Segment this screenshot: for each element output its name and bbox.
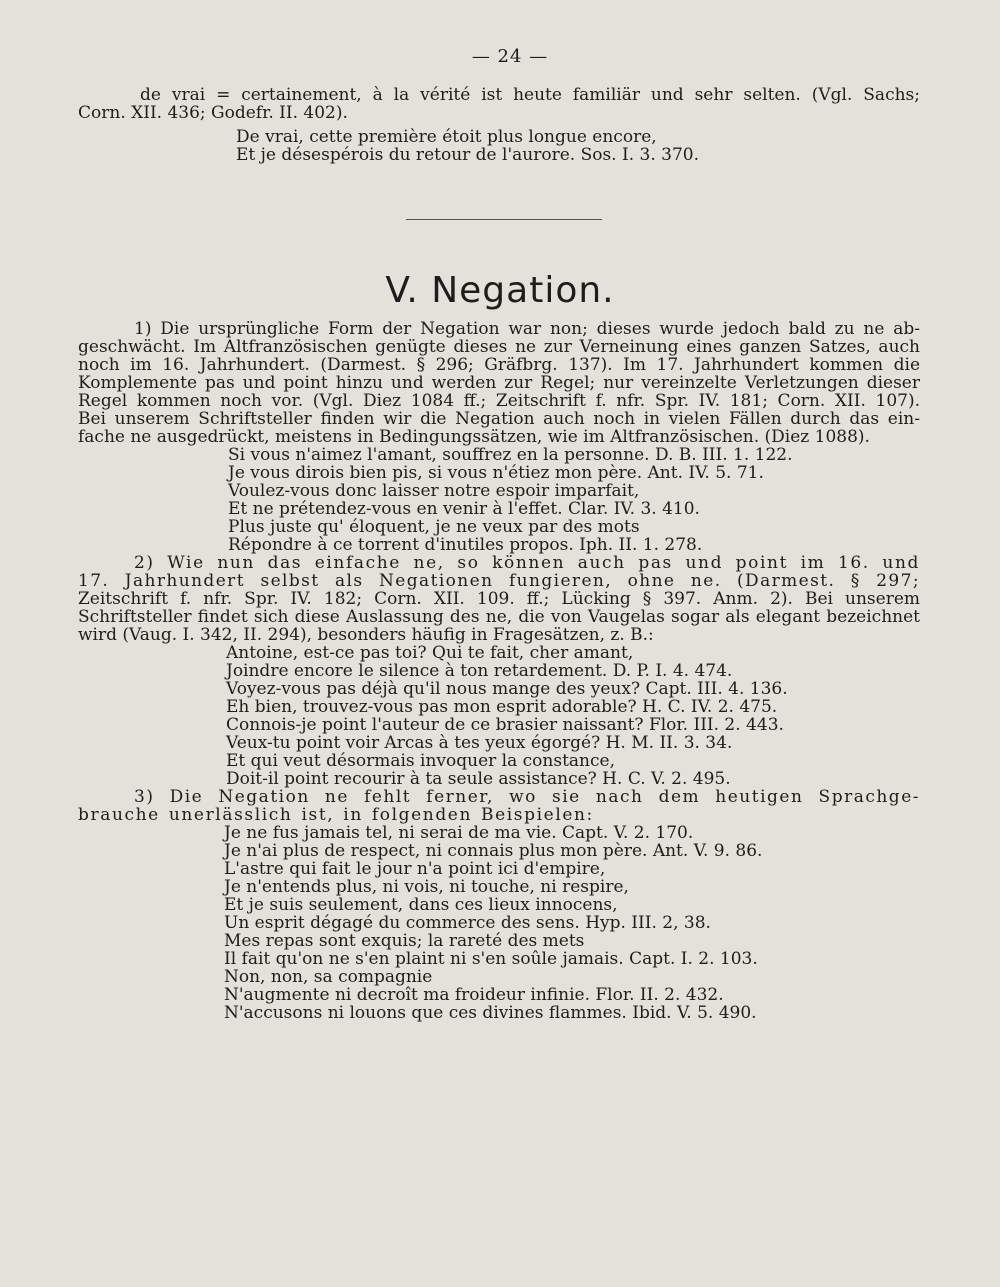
verse-line: L'astre qui fait le jour n'a point ici d'empire, (224, 859, 606, 879)
verse-line: N'augmente ni decroît ma froideur infinie. Flor. II. 2. 432. (224, 985, 724, 1005)
verse-line: Veux-tu point voir Arcas à tes yeux égorgé? H. M. II. 3. 34. (226, 733, 733, 753)
verse-line: Je n'entends plus, ni vois, ni touche, ni respire, (224, 877, 629, 897)
verse-line: Joindre encore le silence à ton retardement. D. P. I. 4. 474. (226, 661, 733, 681)
verse-line: Mes repas sont exquis; la rareté des mets (224, 931, 585, 951)
verse-line: Si vous n'aimez l'amant, souffrez en la personne. D. B. III. 1. 122. (228, 445, 793, 465)
text-line: de vrai = certainement, à la vérité ist heute familiär und sehr selten. (Vgl. Sachs; (140, 85, 920, 105)
text-line: Zeitschrift f. nfr. Spr. IV. 182; Corn. XII. 109. ff.; Lücking § 397. Anm. 2). Bei unserem (78, 589, 920, 609)
text-line: 3) Die Negation ne fehlt ferner, wo sie nach dem heutigen Sprachge- (134, 787, 920, 807)
text-line: 2) Wie nun das einfache ne, so können auch pas und point im 16. und (134, 553, 920, 573)
text-line: Corn. XII. 436; Godefr. II. 402). (78, 103, 348, 123)
text-line: 1) Die ursprüngliche Form der Negation war non; dieses wurde jedoch bald zu ne ab- (134, 319, 920, 339)
verse-line: Antoine, est-ce pas toi? Qui te fait, cher amant, (226, 643, 634, 663)
verse-line: Il fait qu'on ne s'en plaint ni s'en soûle jamais. Capt. I. 2. 103. (224, 949, 758, 969)
text-line: 17. Jahrhundert selbst als Negationen fungieren, ohne ne. (Darmest. § 297; (78, 571, 920, 591)
verse-line: Non, non, sa compagnie (224, 967, 433, 987)
text-line: fache ne ausgedrückt, meistens in Bedingungssätzen, wie im Altfranzösischen. (Diez 1088). (78, 427, 870, 447)
verse-line: Et qui veut désormais invoquer la constance, (226, 751, 615, 771)
verse-line: Je ne fus jamais tel, ni serai de ma vie. Capt. V. 2. 170. (224, 823, 694, 843)
text-line: brauche unerlässlich ist, in folgenden Beispielen: (78, 805, 594, 825)
text-line: Schriftsteller findet sich diese Auslassung des ne, die von Vaugelas sogar als elegant bezeichnet (78, 607, 920, 627)
verse-line: Et ne prétendez-vous en venir à l'effet. Clar. IV. 3. 410. (228, 499, 700, 519)
verse-line: Et je suis seulement, dans ces lieux innocens, (224, 895, 618, 915)
verse-line: Je vous dirois bien pis, si vous n'étiez mon père. Ant. IV. 5. 71. (228, 463, 764, 483)
page-number: — 24 — (471, 46, 549, 67)
text-line: noch im 16. Jahrhundert. (Darmest. § 296; Gräfbrg. 137). Im 17. Jahrhundert kommen die (78, 355, 920, 375)
text-line: Regel kommen noch vor. (Vgl. Diez 1084 ff.; Zeitschrift f. nfr. Spr. IV. 181; Corn. XII. 107). (78, 391, 920, 411)
verse-line: Et je désespérois du retour de l'aurore. Sos. I. 3. 370. (236, 145, 699, 165)
verse-line: N'accusons ni louons que ces divines flammes. Ibid. V. 5. 490. (224, 1003, 757, 1023)
verse-line: De vrai, cette première étoit plus longue encore, (236, 127, 657, 147)
section-title: V. Negation. (385, 270, 615, 311)
verse-line: Un esprit dégagé du commerce des sens. Hyp. III. 2, 38. (224, 913, 711, 933)
verse-line: Voyez-vous pas déjà qu'il nous mange des yeux? Capt. III. 4. 136. (226, 679, 788, 699)
verse-line: Eh bien, trouvez-vous pas mon esprit adorable? H. C. IV. 2. 475. (226, 697, 778, 717)
text-line: Bei unserem Schriftsteller finden wir die Negation auch noch in vielen Fällen durch das ein- (78, 409, 920, 429)
verse-line: Voulez-vous donc laisser notre espoir imparfait, (228, 481, 640, 501)
main-text (78, 320, 920, 1022)
text-line: geschwächt. Im Altfranzösischen genügte dieses ne zur Verneinung eines ganzen Satzes, auch (78, 337, 920, 357)
verse-line: Doit-il point recourir à ta seule assistance? H. C. V. 2. 495. (226, 769, 731, 789)
verse-line: Plus juste qu' éloquent, je ne veux par des mots (228, 517, 640, 537)
verse-line: Répondre à ce torrent d'inutiles propos. Iph. II. 1. 278. (228, 535, 703, 555)
verse-line: Je n'ai plus de respect, ni connais plus mon père. Ant. V. 9. 86. (224, 841, 763, 861)
intro-block (78, 86, 920, 164)
text-line: wird (Vaug. I. 342, II. 294), besonders häufig in Fragesätzen, z. B.: (78, 625, 654, 645)
verse-line: Connois-je point l'auteur de ce brasier naissant? Flor. III. 2. 443. (226, 715, 784, 735)
text-line: Komplemente pas und point hinzu und werden zur Regel; nur vereinzelte Verletzungen dieser (78, 373, 920, 393)
section-divider (406, 219, 602, 220)
